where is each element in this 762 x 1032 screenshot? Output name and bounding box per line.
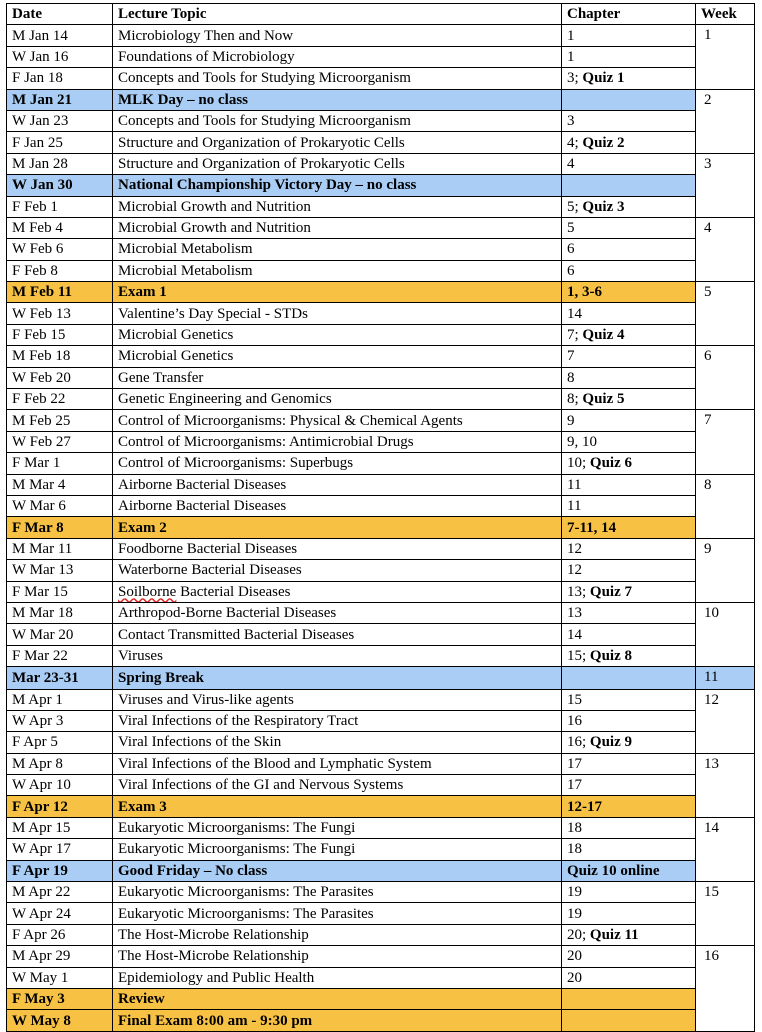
topic-cell: Arthropod-Borne Bacterial Diseases (113, 602, 562, 623)
chapter-value: 7 (567, 348, 575, 365)
topic-cell: Microbial Metabolism (113, 260, 562, 281)
table-row (7, 860, 755, 881)
date-cell: W Apr 10 (7, 775, 113, 796)
date-cell: F Feb 15 (7, 324, 113, 345)
schedule-body (7, 25, 755, 1031)
topic-cell: Epidemiology and Public Health (113, 967, 562, 988)
week-cell: 16 (696, 946, 755, 1032)
date-cell: W Apr 24 (7, 903, 113, 924)
chapter-cell (562, 346, 696, 367)
date-cell: W Mar 13 (7, 560, 113, 581)
table-row (7, 239, 755, 260)
table-row (7, 431, 755, 452)
chapter-cell (562, 25, 696, 46)
chapter-cell (562, 410, 696, 431)
quiz-label: Quiz 11 (589, 926, 639, 943)
table-row (7, 132, 755, 153)
date-cell: M Feb 25 (7, 410, 113, 431)
chapter-value: 12 (567, 540, 582, 557)
date-cell: M Apr 29 (7, 946, 113, 967)
chapter-cell (562, 46, 696, 67)
chapter-cell (562, 967, 696, 988)
date-cell: M Feb 18 (7, 346, 113, 367)
chapter-value: 6 (567, 241, 575, 258)
chapter-cell (562, 710, 696, 731)
table-row (7, 346, 755, 367)
date-cell: F Apr 12 (7, 796, 113, 817)
topic-header: Lecture Topic (113, 4, 562, 25)
topic-cell: Viruses and Virus-like agents (113, 689, 562, 710)
chapter-cell (562, 538, 696, 559)
chapter-value: 8 (567, 369, 575, 386)
topic-cell: National Championship Victory Day – no class (113, 175, 562, 196)
topic-cell: Good Friday – No class (113, 860, 562, 881)
chapter-value: 11 (567, 476, 582, 493)
topic-cell: Exam 2 (113, 517, 562, 538)
chapter-cell (562, 753, 696, 774)
date-cell: M Mar 18 (7, 602, 113, 623)
table-row (7, 25, 755, 46)
chapter-value: 6 (567, 262, 575, 279)
week-cell: 2 (696, 89, 755, 153)
date-cell: F Apr 19 (7, 860, 113, 881)
date-cell: M Mar 11 (7, 538, 113, 559)
date-cell: M Jan 21 (7, 89, 113, 110)
table-row (7, 538, 755, 559)
table-row (7, 753, 755, 774)
topic-cell: Microbial Genetics (113, 346, 562, 367)
date-cell: F Mar 15 (7, 581, 113, 602)
chapter-value: 16 (567, 713, 582, 730)
chapter-value: 1, 3-6 (567, 284, 602, 301)
spellcheck-word: Soilborne (118, 583, 177, 600)
date-cell: F Jan 18 (7, 68, 113, 89)
date-cell: W Apr 17 (7, 839, 113, 860)
table-row (7, 775, 755, 796)
topic-cell: Genetic Engineering and Genomics (113, 389, 562, 410)
date-cell: W Jan 30 (7, 175, 113, 196)
chapter-cell (562, 303, 696, 324)
table-row (7, 153, 755, 174)
table-row (7, 282, 755, 303)
chapter-cell (562, 239, 696, 260)
table-row (7, 68, 755, 89)
topic-cell: Eukaryotic Microorganisms: The Fungi (113, 839, 562, 860)
table-row (7, 389, 755, 410)
chapter-cell (562, 431, 696, 452)
topic-cell: Valentine’s Day Special - STDs (113, 303, 562, 324)
chapter-value: 19 (567, 884, 582, 901)
table-row (7, 967, 755, 988)
chapter-value: 4 (567, 155, 575, 172)
table-row (7, 474, 755, 495)
week-cell: 7 (696, 410, 755, 474)
chapter-cell (562, 132, 696, 153)
topic-cell: Exam 3 (113, 796, 562, 817)
week-header: Week (696, 4, 755, 25)
table-row (7, 946, 755, 967)
header-row (7, 4, 755, 25)
chapter-value: 7-11, 14 (567, 519, 617, 536)
table-row (7, 839, 755, 860)
chapter-value: 20 (567, 969, 582, 986)
table-row (7, 495, 755, 516)
chapter-cell (562, 689, 696, 710)
date-cell: F Jan 25 (7, 132, 113, 153)
chapter-cell (562, 624, 696, 645)
chapter-cell (562, 667, 696, 689)
chapter-value: 19 (567, 905, 582, 922)
topic-cell: Viral Infections of the Blood and Lymphatic System (113, 753, 562, 774)
chapter-value: 15 (567, 691, 582, 708)
chapter-value: 8; (567, 391, 579, 408)
chapter-value: 5 (567, 220, 575, 237)
topic-cell: Control of Microorganisms: Superbugs (113, 453, 562, 474)
table-row (7, 453, 755, 474)
topic-cell: Microbial Growth and Nutrition (113, 196, 562, 217)
date-cell: F Mar 22 (7, 645, 113, 666)
chapter-cell (562, 495, 696, 516)
table-row (7, 689, 755, 710)
chapter-cell (562, 775, 696, 796)
chapter-value: 9 (567, 412, 575, 429)
date-cell: W Feb 13 (7, 303, 113, 324)
table-row (7, 988, 755, 1009)
topic-cell: Microbiology Then and Now (113, 25, 562, 46)
topic-cell: Eukaryotic Microorganisms: The Fungi (113, 817, 562, 838)
chapter-cell (562, 453, 696, 474)
chapter-value: 3 (567, 113, 575, 130)
topic-cell: Waterborne Bacterial Diseases (113, 560, 562, 581)
table-row (7, 903, 755, 924)
chapter-value: 10; (567, 455, 587, 472)
quiz-label: Quiz 2 (582, 134, 625, 151)
table-row (7, 624, 755, 645)
chapter-cell (562, 1010, 696, 1031)
week-cell: 6 (696, 346, 755, 410)
date-cell: F Feb 22 (7, 389, 113, 410)
date-cell: W May 1 (7, 967, 113, 988)
topic-cell: MLK Day – no class (113, 89, 562, 110)
table-row (7, 517, 755, 538)
table-row (7, 196, 755, 217)
chapter-cell (562, 839, 696, 860)
chapter-cell (562, 602, 696, 623)
topic-cell: Structure and Organization of Prokaryotic Cells (113, 153, 562, 174)
chapter-cell (562, 217, 696, 238)
table-row (7, 581, 755, 602)
topic-cell: Control of Microorganisms: Physical & Chemical Agents (113, 410, 562, 431)
table-row (7, 882, 755, 903)
topic-cell: Spring Break (113, 667, 562, 689)
table-row (7, 410, 755, 431)
chapter-cell (562, 110, 696, 131)
table-row (7, 667, 755, 689)
chapter-value: 13; (567, 583, 587, 600)
table-row (7, 324, 755, 345)
date-cell: F Mar 8 (7, 517, 113, 538)
week-cell: 12 (696, 689, 755, 753)
topic-cell: Gene Transfer (113, 367, 562, 388)
chapter-value: 5; (567, 198, 579, 215)
week-cell: 11 (696, 667, 755, 689)
date-cell: M Mar 4 (7, 474, 113, 495)
topic-cell: Viral Infections of the GI and Nervous Systems (113, 775, 562, 796)
topic-cell: Viral Infections of the Skin (113, 732, 562, 753)
topic-cell: Exam 1 (113, 282, 562, 303)
table-row (7, 46, 755, 67)
chapter-value: 20; (567, 926, 587, 943)
chapter-cell (562, 175, 696, 196)
schedule-table (6, 3, 755, 1032)
date-cell: F Apr 5 (7, 732, 113, 753)
chapter-value: 1 (567, 48, 575, 65)
date-cell: M Jan 28 (7, 153, 113, 174)
quiz-label: Quiz 5 (582, 391, 625, 408)
date-cell: W Mar 6 (7, 495, 113, 516)
date-cell: Mar 23-31 (7, 667, 113, 689)
topic-cell: Concepts and Tools for Studying Microorganism (113, 68, 562, 89)
date-cell: M Feb 4 (7, 217, 113, 238)
chapter-value: 4; (567, 134, 579, 151)
chapter-cell (562, 796, 696, 817)
week-cell: 5 (696, 282, 755, 346)
chapter-cell (562, 389, 696, 410)
week-cell: 10 (696, 602, 755, 666)
date-cell: M Apr 1 (7, 689, 113, 710)
table-row (7, 217, 755, 238)
topic-cell: Eukaryotic Microorganisms: The Parasites (113, 903, 562, 924)
topic-cell: Final Exam 8:00 am - 9:30 pm (113, 1010, 562, 1031)
table-row (7, 560, 755, 581)
chapter-cell (562, 988, 696, 1009)
date-cell: F Mar 1 (7, 453, 113, 474)
quiz-label: Quiz 7 (589, 583, 633, 600)
topic-cell: Viruses (113, 645, 562, 666)
chapter-value: 14 (567, 305, 582, 322)
chapter-value: 16; (567, 734, 587, 751)
topic-cell: Structure and Organization of Prokaryotic Cells (113, 132, 562, 153)
chapter-value: 12-17 (567, 798, 602, 815)
chapter-cell (562, 645, 696, 666)
date-cell: W May 8 (7, 1010, 113, 1031)
topic-cell: Microbial Metabolism (113, 239, 562, 260)
topic-cell: The Host-Microbe Relationship (113, 924, 562, 945)
week-cell: 13 (696, 753, 755, 817)
chapter-cell (562, 860, 696, 881)
chapter-cell (562, 89, 696, 110)
chapter-cell (562, 282, 696, 303)
chapter-cell (562, 260, 696, 281)
chapter-value: 13 (567, 605, 582, 622)
date-cell: W Mar 20 (7, 624, 113, 645)
quiz-label: Quiz 3 (582, 198, 625, 215)
chapter-cell (562, 581, 696, 602)
topic-cell: Contact Transmitted Bacterial Diseases (113, 624, 562, 645)
date-cell: W Feb 20 (7, 367, 113, 388)
chapter-value: 18 (567, 820, 582, 837)
table-row (7, 924, 755, 945)
date-cell: M Apr 22 (7, 882, 113, 903)
week-cell: 9 (696, 538, 755, 602)
topic-cell: Foundations of Microbiology (113, 46, 562, 67)
quiz-label: Quiz 6 (589, 455, 633, 472)
topic-rest: Bacterial Diseases (176, 583, 291, 600)
chapter-cell (562, 560, 696, 581)
topic-cell (113, 581, 562, 602)
topic-cell: Review (113, 988, 562, 1009)
chapter-cell (562, 474, 696, 495)
topic-cell: Microbial Growth and Nutrition (113, 217, 562, 238)
chapter-cell (562, 732, 696, 753)
table-row (7, 602, 755, 623)
date-cell: M Apr 8 (7, 753, 113, 774)
chapter-cell (562, 367, 696, 388)
table-row (7, 645, 755, 666)
table-row (7, 367, 755, 388)
week-cell: 1 (696, 25, 755, 89)
chapter-value: 11 (567, 498, 582, 515)
quiz-label: Quiz 8 (589, 647, 633, 664)
table-row (7, 1010, 755, 1031)
topic-cell: Concepts and Tools for Studying Microorganism (113, 110, 562, 131)
topic-cell: Airborne Bacterial Diseases (113, 495, 562, 516)
chapter-cell (562, 882, 696, 903)
topic-cell: The Host-Microbe Relationship (113, 946, 562, 967)
table-row (7, 110, 755, 131)
date-cell: M Feb 11 (7, 282, 113, 303)
topic-cell: Eukaryotic Microorganisms: The Parasites (113, 882, 562, 903)
chapter-value: 17 (567, 755, 582, 772)
date-cell: F Feb 1 (7, 196, 113, 217)
topic-cell: Viral Infections of the Respiratory Tract (113, 710, 562, 731)
chapter-cell (562, 946, 696, 967)
week-cell: 14 (696, 817, 755, 881)
week-cell: 4 (696, 217, 755, 281)
chapter-cell (562, 68, 696, 89)
date-cell: W Feb 6 (7, 239, 113, 260)
date-cell: W Feb 27 (7, 431, 113, 452)
chapter-value: 20 (567, 948, 582, 965)
chapter-value: 9, 10 (567, 434, 597, 450)
quiz-label: Quiz 4 (582, 327, 625, 344)
topic-cell: Airborne Bacterial Diseases (113, 474, 562, 495)
week-cell: 15 (696, 882, 755, 946)
date-cell: F May 3 (7, 988, 113, 1009)
chapter-cell (562, 153, 696, 174)
chapter-header: Chapter (562, 4, 696, 25)
chapter-value: 17 (567, 777, 582, 794)
table-row (7, 175, 755, 196)
date-cell: M Apr 15 (7, 817, 113, 838)
table-row (7, 732, 755, 753)
date-cell: W Apr 3 (7, 710, 113, 731)
chapter-value: 1 (567, 27, 575, 44)
date-cell: M Jan 14 (7, 25, 113, 46)
chapter-cell (562, 196, 696, 217)
table-row (7, 303, 755, 324)
topic-cell: Control of Microorganisms: Antimicrobial Drugs (113, 431, 562, 452)
quiz-label: Quiz 1 (582, 70, 625, 87)
date-cell: F Apr 26 (7, 924, 113, 945)
chapter-cell (562, 903, 696, 924)
date-header: Date (7, 4, 113, 25)
table-row (7, 817, 755, 838)
week-cell: 3 (696, 153, 755, 217)
topic-cell: Microbial Genetics (113, 324, 562, 345)
chapter-value: 18 (567, 841, 582, 858)
date-cell: W Jan 23 (7, 110, 113, 131)
date-cell: F Feb 8 (7, 260, 113, 281)
chapter-value: 7; (567, 327, 579, 344)
week-cell: 8 (696, 474, 755, 538)
topic-cell: Foodborne Bacterial Diseases (113, 538, 562, 559)
table-row (7, 89, 755, 110)
chapter-value: Quiz 10 online (567, 862, 660, 879)
chapter-value: 12 (567, 562, 582, 579)
chapter-value: 14 (567, 626, 582, 643)
quiz-label: Quiz 9 (589, 734, 633, 751)
chapter-cell (562, 517, 696, 538)
table-row (7, 260, 755, 281)
table-row (7, 796, 755, 817)
chapter-cell (562, 324, 696, 345)
date-cell: W Jan 16 (7, 46, 113, 67)
chapter-cell (562, 817, 696, 838)
chapter-cell (562, 924, 696, 945)
chapter-value: 15; (567, 647, 587, 664)
chapter-value: 3; (567, 70, 579, 87)
table-row (7, 710, 755, 731)
